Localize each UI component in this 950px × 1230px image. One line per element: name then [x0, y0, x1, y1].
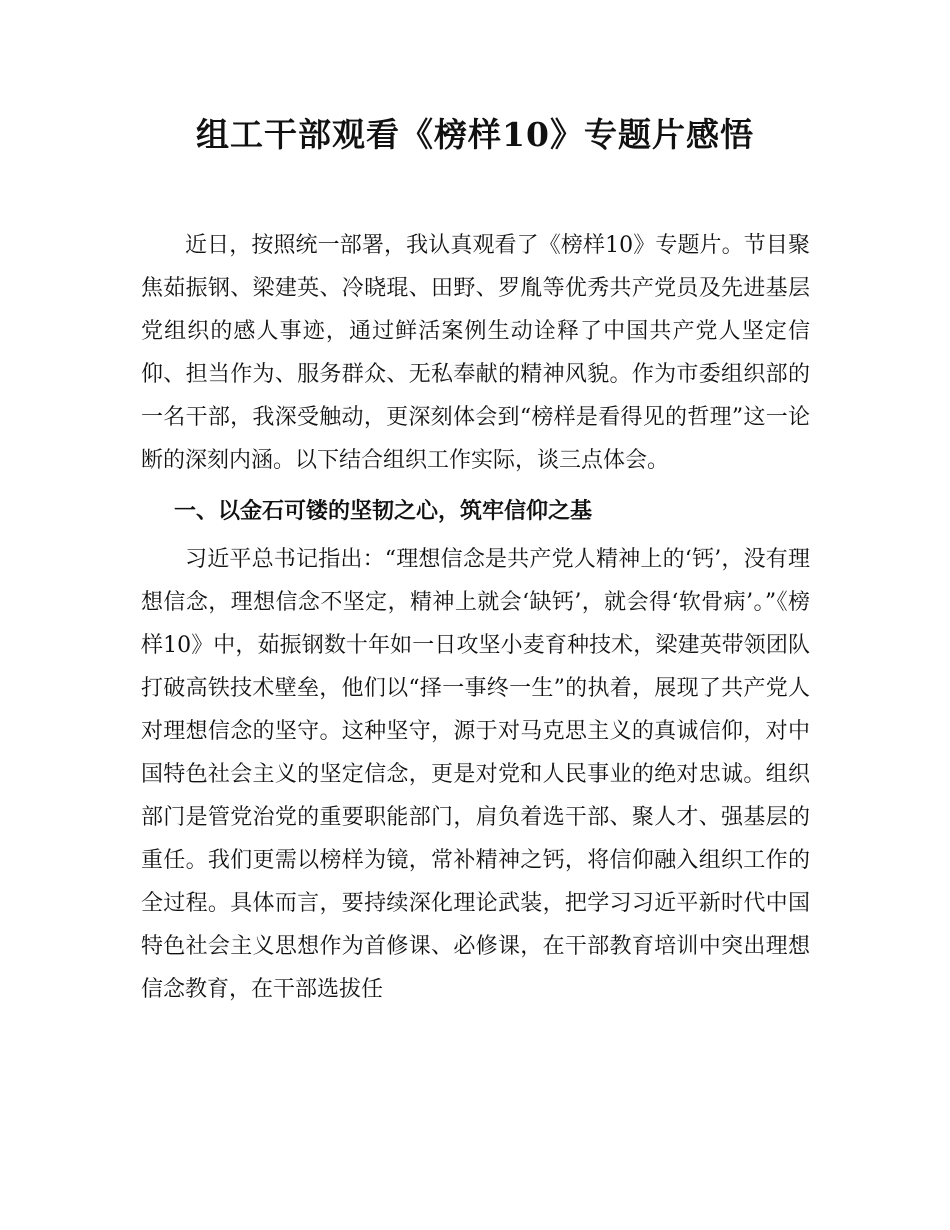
- section-heading: 一、以金石可镂的坚韧之心，筑牢信仰之基: [174, 499, 593, 524]
- document-body: [141, 224, 810, 1011]
- intro-paragraph: 近日，按照统一部署，我认真观看了《榜样10》专题片。节目聚焦茹振钢、梁建英、冷晓琨、田野、罗胤等优秀共产党员及先进基层党组织的感人事迹，通过鲜活案例生动诠释了中国共产党人坚定信仰、担当作为、服务群众、无私奉献的精神风貌。作为市委组织部的一名干部，我深受触动，更深刻体会到“榜样是看得见的哲理”这一论断的深刻内涵。以下结合组织工作实际，谈三点体会。: [141, 233, 810, 473]
- section-paragraph: 习近平总书记指出：“理想信念是共产党人精神上的‘钙’，没有理想信念，理想信念不坚定，精神上就会‘缺钙’，就会得‘软骨病’。”《榜样10》中，茹振钢数十年如一日攻坚小麦育种技术，梁建英带领团队打破高铁技术壁垒，他们以“择一事终一生”的执着，展现了共产党人对理想信念的坚守。这种坚守，源于对马克思主义的真诚信仰，对中国特色社会主义的坚定信念，更是对党和人民事业的绝对忠诚。组织部门是管党治党的重要职能部门，肩负着选干部、聚人才、强基层的重任。我们更需以榜样为镜，常补精神之钙，将信仰融入组织工作的全过程。具体而言，要持续深化理论武装，把学习习近平新时代中国特色社会主义思想作为首修课、必修课，在干部教育培训中突出理想信念教育，在干部选拔任: [141, 547, 810, 1002]
- document-title: 组工干部观看《榜样10》专题片感悟: [196, 115, 754, 154]
